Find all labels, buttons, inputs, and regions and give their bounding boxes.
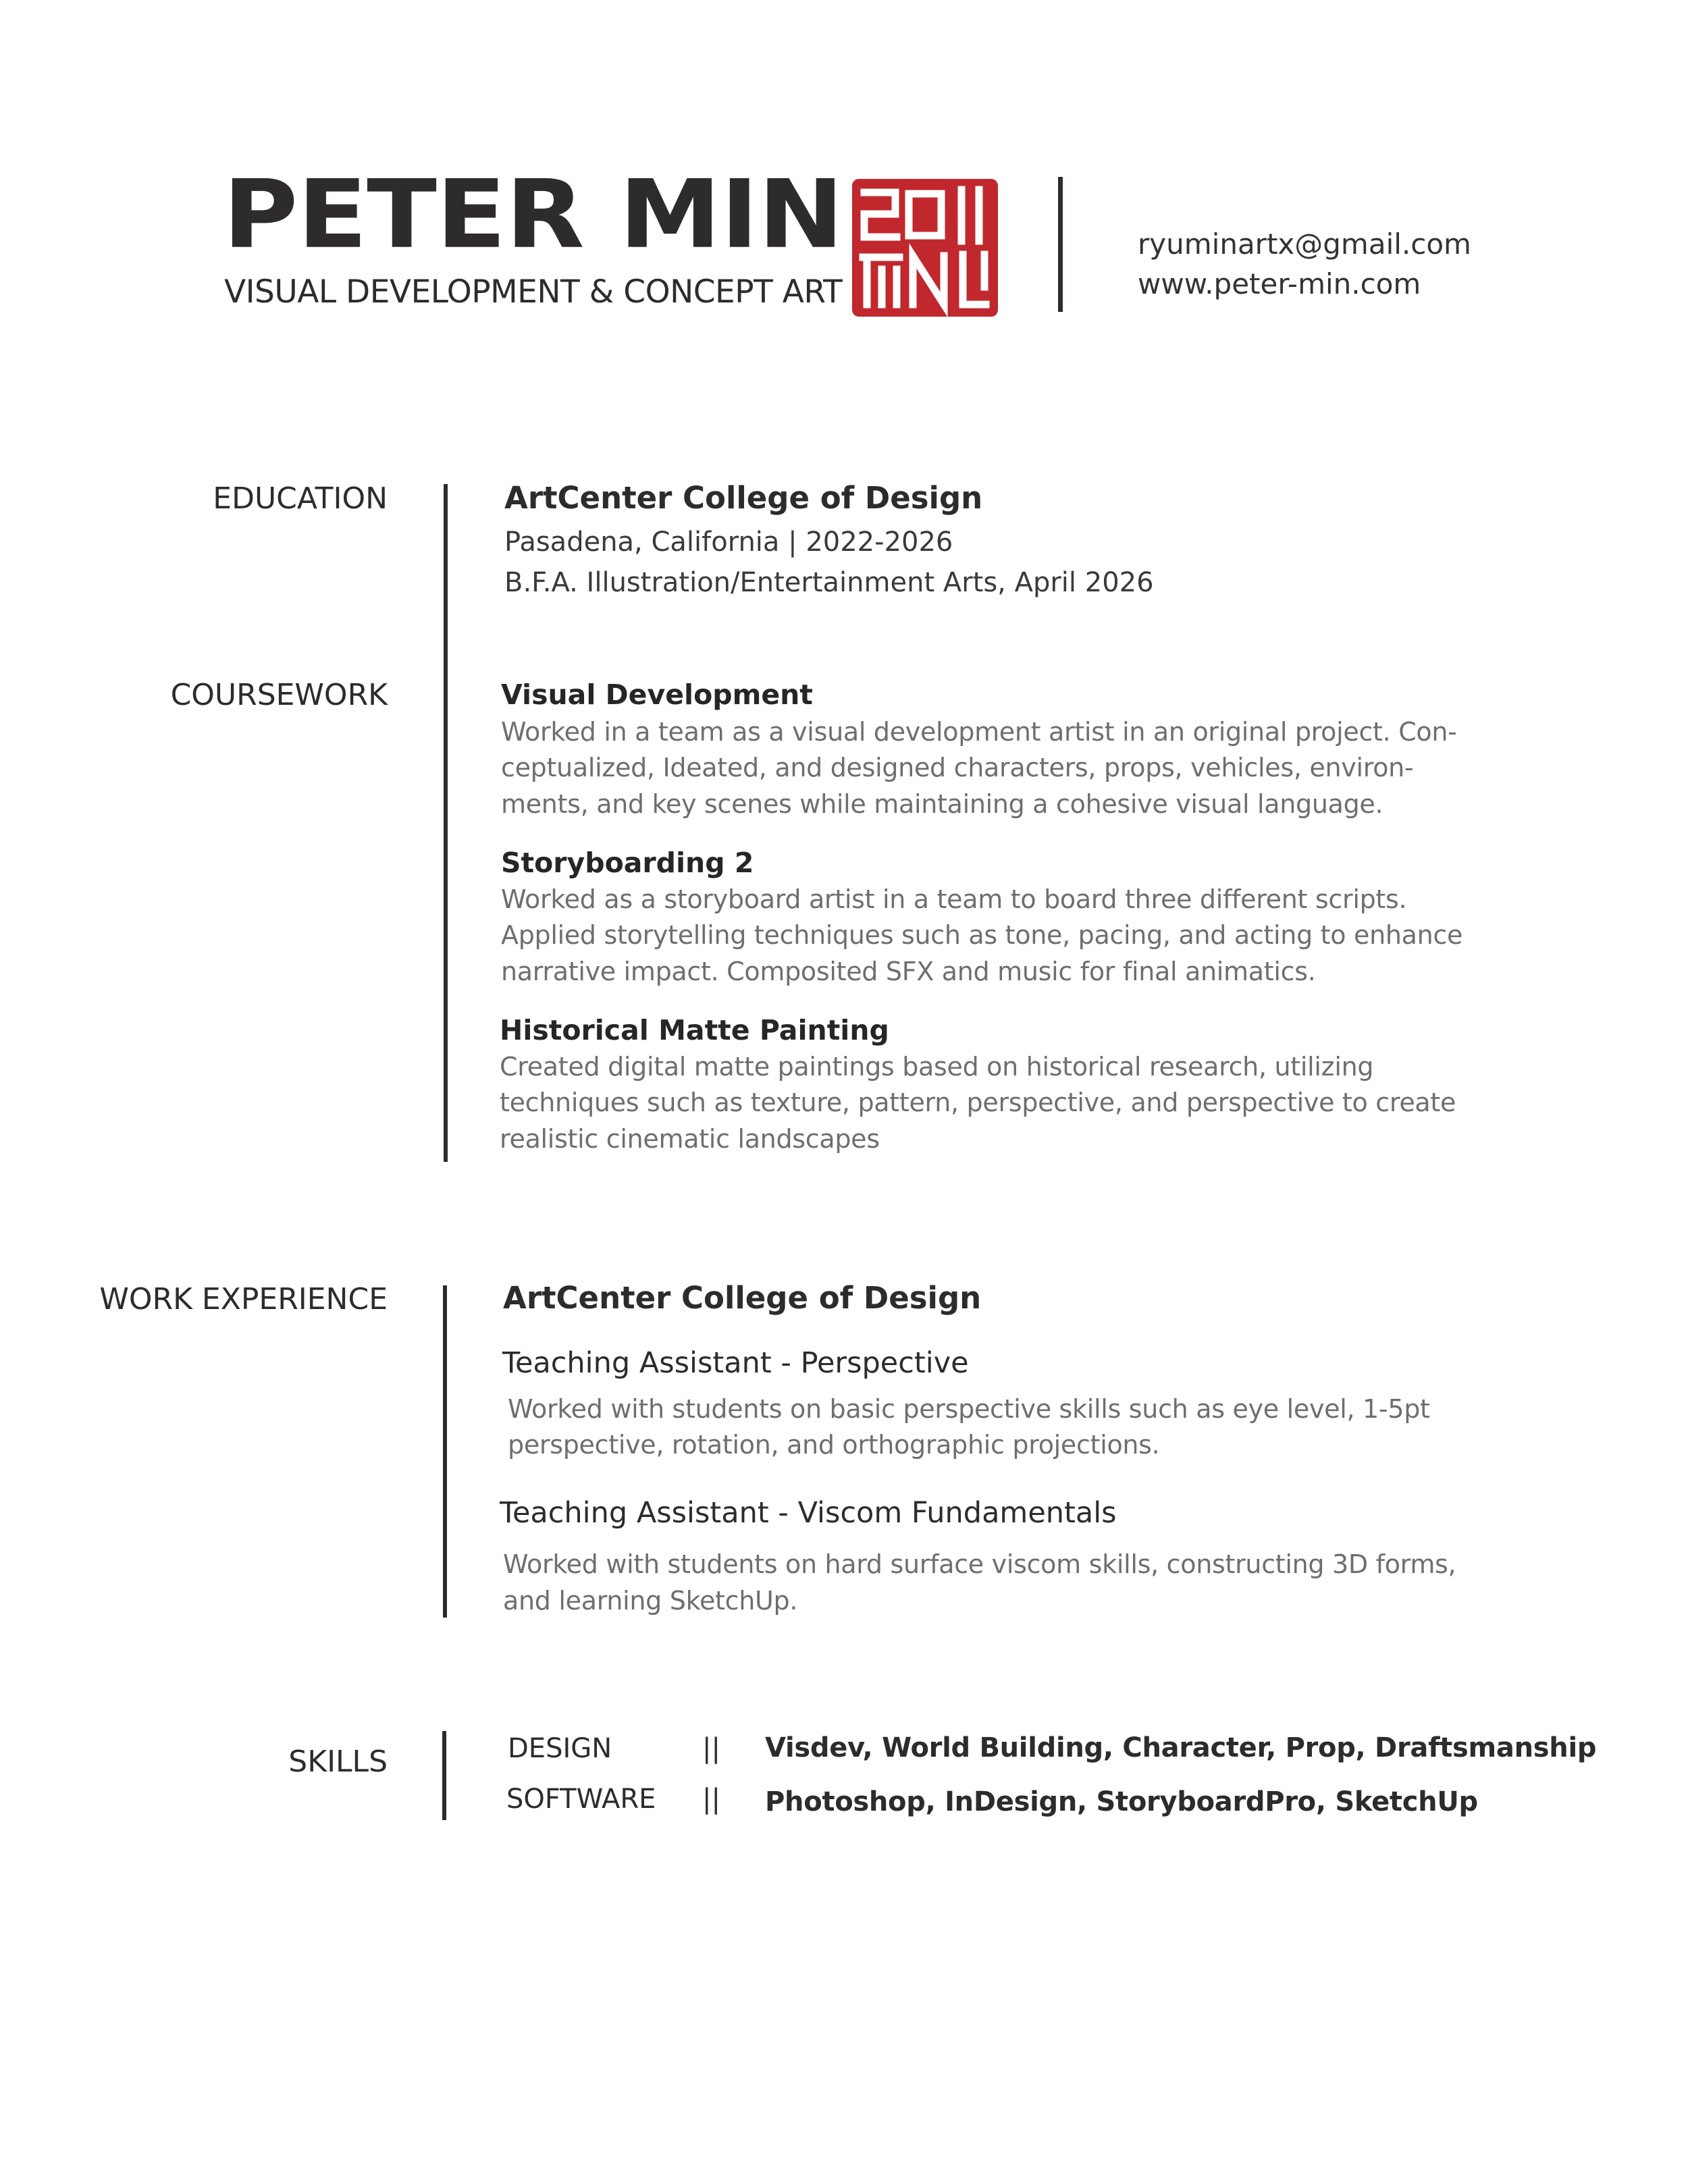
- education-degree: B.F.A. Illustration/Entertainment Arts, April 2026: [504, 567, 1154, 598]
- skills-label: SKILLS: [288, 1744, 388, 1779]
- role-title: Teaching Assistant - Perspective: [502, 1346, 969, 1380]
- seal-logo-icon: [852, 179, 998, 317]
- skill-values: Visdev, World Building, Character, Prop, Draftsmanship: [765, 1732, 1597, 1763]
- education-location: Pasadena, California | 2022-2026: [504, 527, 953, 558]
- work-organization: ArtCenter College of Design: [503, 1280, 982, 1316]
- name-heading: PETER MIN: [223, 159, 843, 269]
- course-description-line: realistic cinematic landscapes: [500, 1124, 880, 1154]
- course-description-line: ceptualized, Ideated, and designed characters, props, vehicles, environ-: [501, 753, 1414, 782]
- header-divider: [1058, 177, 1063, 312]
- course-description-line: Created digital matte paintings based on historical research, utilizing: [500, 1052, 1374, 1082]
- job-title: VISUAL DEVELOPMENT & CONCEPT ART: [224, 273, 843, 311]
- role-description-line: and learning SketchUp.: [503, 1586, 798, 1616]
- work-experience-label: WORK EXPERIENCE: [99, 1282, 388, 1316]
- coursework-label: COURSEWORK: [170, 678, 388, 712]
- course-title: Storyboarding 2: [501, 847, 754, 879]
- skill-category: SOFTWARE: [506, 1784, 656, 1815]
- course-title: Visual Development: [501, 678, 813, 711]
- course-description-line: Worked as a storyboard artist in a team to board three different scripts.: [501, 884, 1407, 914]
- course-title: Historical Matte Painting: [500, 1014, 889, 1046]
- skill-values: Photoshop, InDesign, StoryboardPro, SketchUp: [765, 1786, 1478, 1817]
- role-description-line: Worked with students on hard surface viscom skills, constructing 3D forms,: [503, 1549, 1456, 1579]
- role-description-line: Worked with students on basic perspective skills such as eye level, 1-5pt: [508, 1394, 1430, 1424]
- education-school: ArtCenter College of Design: [504, 480, 983, 516]
- email-link[interactable]: ryuminartx@gmail.com: [1138, 228, 1471, 261]
- section-divider: [444, 484, 448, 1162]
- section-divider: [443, 1285, 447, 1618]
- course-description-line: narrative impact. Composited SFX and music for final animatics.: [501, 957, 1316, 986]
- education-label: EDUCATION: [213, 481, 388, 516]
- role-title: Teaching Assistant - Viscom Fundamentals: [500, 1496, 1117, 1530]
- course-description-line: techniques such as texture, pattern, perspective, and perspective to create: [500, 1088, 1456, 1117]
- website-link[interactable]: www.peter-min.com: [1138, 267, 1421, 300]
- skill-category: DESIGN: [508, 1733, 612, 1764]
- section-divider: [442, 1731, 446, 1820]
- skill-separator: ||: [702, 1733, 720, 1764]
- course-description-line: Worked in a team as a visual development artist in an original project. Con-: [501, 717, 1457, 747]
- skill-separator: ||: [702, 1784, 720, 1815]
- role-description-line: perspective, rotation, and orthographic projections.: [508, 1430, 1160, 1460]
- course-description-line: Applied storytelling techniques such as tone, pacing, and acting to enhance: [501, 920, 1463, 950]
- course-description-line: ments, and key scenes while maintaining a cohesive visual language.: [501, 789, 1383, 819]
